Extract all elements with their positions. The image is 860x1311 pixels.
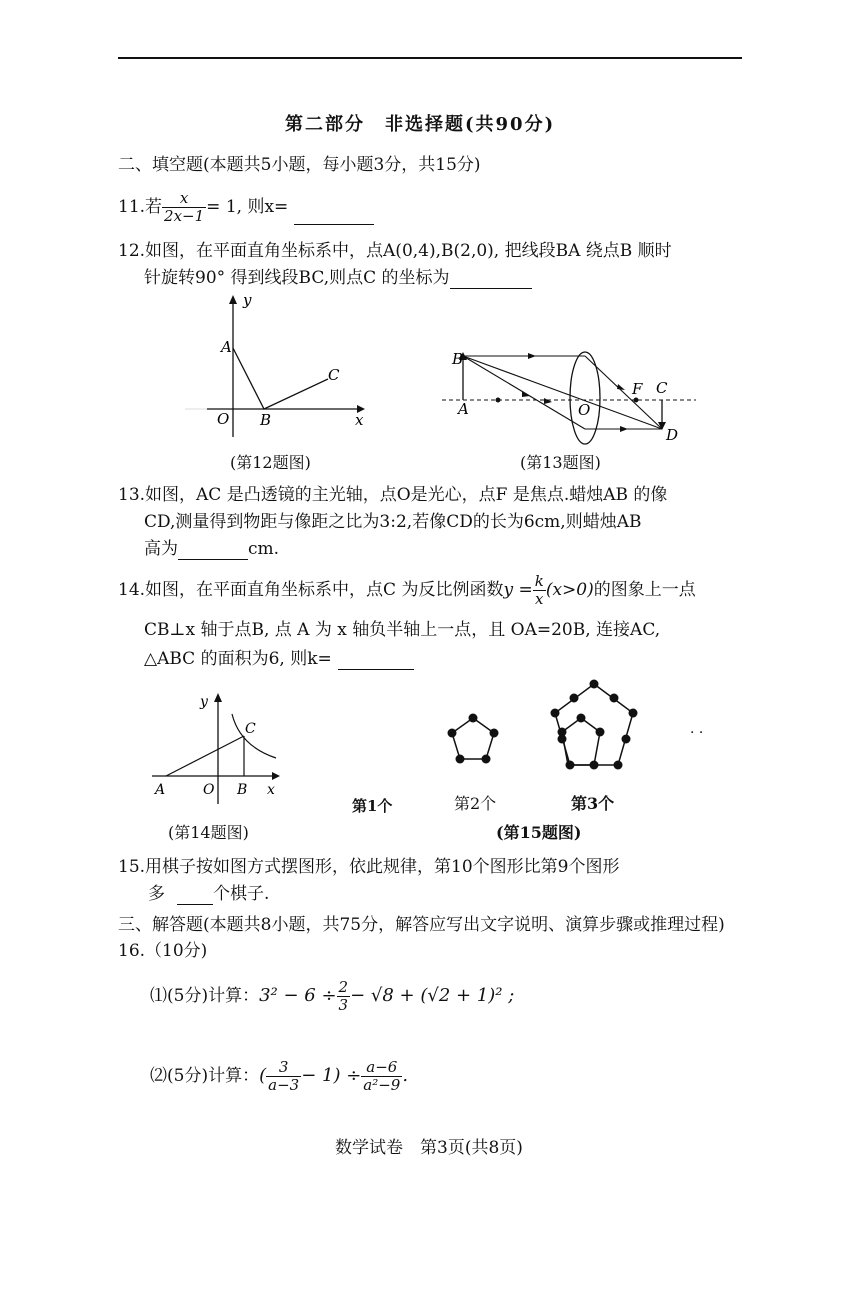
q11-denominator: 2x−1 [164,207,205,225]
q13-line3-prefix: 高为 [144,539,178,559]
q16-sub2-f1-num: 3 [266,1059,301,1077]
fig13-label-a: A [458,400,469,418]
fig14-label-b: B [237,782,248,798]
question-11 [118,190,374,225]
question-12-line2 [144,267,532,289]
q14-line1-prefix: 14.如图，在平面直角坐标系中，点C 为反比例函数 [118,580,504,600]
question-15-line1: 15.用棋子按如图方式摆图形，依此规律，第10个图形比第9个图形 [118,857,620,877]
question-14-line1 [118,573,696,608]
q15-line2-suffix: 个棋子. [213,884,270,904]
figure-13-caption: (第13题图) [520,453,601,472]
q15-line2-prefix: 多 [148,884,165,904]
fig12-label-c: C [328,366,340,384]
fig12-label-x: x [355,411,364,429]
q13-line3-suffix: cm. [248,539,280,559]
q16-sub1-expr-b: − √8 + (√2 + 1)² ; [350,985,515,1006]
q12-answer-blank[interactable] [450,270,532,289]
q14-func-y: y = [503,580,533,600]
q16-sub2-f1-den: a−3 [268,1076,300,1094]
fig14-label-o: O [203,782,215,798]
fig14-line-ac [166,736,244,776]
q14-answer-blank[interactable] [338,651,414,670]
figure-12 [185,292,370,440]
q16-sub1-expr-a: 3² − 6 ÷ [259,985,337,1006]
top-rule [118,57,742,59]
fig14-label-x: x [267,782,275,798]
q16-sub2-f2-num: a−6 [361,1059,402,1077]
fig15-label-2: 第2个 [454,794,497,813]
fig12-y-arrow [229,295,237,304]
q11-suffix: = 1, 则x= [206,197,289,217]
q16-sub2-end: . [402,1065,409,1086]
question-14-line3 [144,648,414,670]
figure-14-caption: (第14题图) [168,823,249,842]
q16-sub2-f2-den: a²−9 [363,1076,401,1094]
fig15-label-1: 第1个 [352,797,393,815]
figure-13 [440,336,700,448]
q16-sub2-fraction-1 [266,1059,301,1094]
q16-sub2-open: ( [259,1065,267,1086]
figure-14 [148,686,288,812]
part-three-heading: 三、解答题(本题共8小题，共75分，解答应写出文字说明、演算步骤或推理过程) [118,915,725,935]
figure-15 [440,676,650,776]
fig15-pentagon-2 [452,718,494,759]
q11-answer-blank[interactable] [294,206,374,225]
fig13-label-f: F [632,380,643,398]
q11-fraction [162,190,206,225]
question-13-line1: 13.如图，AC 是凸透镜的主光轴，点O是光心，点F 是焦点.蜡烛AB 的像 [118,485,668,505]
fig15-pentagon-3-outer [555,684,633,765]
fig15-ellipsis: · · [690,725,704,741]
q16-sub1-label: ⑴(5分)计算： [150,986,260,1006]
fig14-label-c: C [245,721,256,737]
q14-func-cond: (x>0) [545,580,594,600]
q14-func-fraction [533,573,546,608]
fig14-label-y: y [200,694,208,710]
q16-sub1-fraction [337,979,351,1014]
fig12-label-o: O [217,410,230,428]
q14-func-den: x [535,590,544,608]
fig13-label-b: B [452,350,464,368]
q14-func-num: k [534,572,544,590]
q15-answer-blank[interactable] [177,886,213,905]
q11-numerator: x [162,190,206,208]
question-14-line2: CB⊥x 轴于点B, 点 A 为 x 轴负半轴上一点，且 OA=20B, 连接AC, [144,620,661,640]
fig13-label-c: C [656,379,668,397]
q14-line3-text: △ABC 的面积为6, 则k= [144,649,332,669]
q16-sub1-frac-num: 2 [338,978,349,996]
fig14-label-a: A [155,782,166,798]
question-13-line2: CD,测量得到物距与像距之比为3:2,若像CD的长为6cm,则蜡烛AB [144,512,642,532]
q16-sub2-mid: − 1) ÷ [301,1065,362,1086]
figure-12-caption: (第12题图) [230,453,311,472]
section-title: 第二部分 非选择题(共90分) [285,114,556,135]
q16-sub2-label: ⑵(5分)计算： [150,1066,260,1086]
question-15-line2 [148,883,269,905]
fig13-label-d: D [666,426,679,444]
fig12-label-a: A [221,338,232,356]
fig12-segments [233,348,328,409]
question-16-part-1 [150,976,514,1016]
question-12-line1: 12.如图，在平面直角坐标系中，点A(0,4),B(2,0), 把线段BA 绕点B 顺时 [118,241,672,261]
q13-answer-blank[interactable] [178,541,248,560]
part-two-heading: 二、填空题(本题共5小题，每小题3分，共15分) [118,155,481,175]
page-footer: 数学试卷 第3页(共8页) [335,1138,523,1158]
q16-sub1-frac-den: 3 [338,996,349,1014]
q12-line2-text: 针旋转90° 得到线段BC,则点C 的坐标为 [144,268,450,288]
q14-line1-suffix: 的图象上一点 [593,580,696,600]
question-16-part-2 [150,1056,408,1096]
question-16-header: 16.（10分) [118,941,208,961]
fig13-label-o: O [578,401,591,419]
q16-sub2-fraction-2 [361,1059,402,1094]
figure-15-caption: (第15题图) [496,823,582,842]
fig15-label-3: 第3个 [571,794,615,813]
fig12-label-y: y [243,292,252,309]
q11-prefix: 11.若 [118,197,163,217]
fig12-label-b: B [260,411,272,429]
question-13-line3 [144,538,279,560]
